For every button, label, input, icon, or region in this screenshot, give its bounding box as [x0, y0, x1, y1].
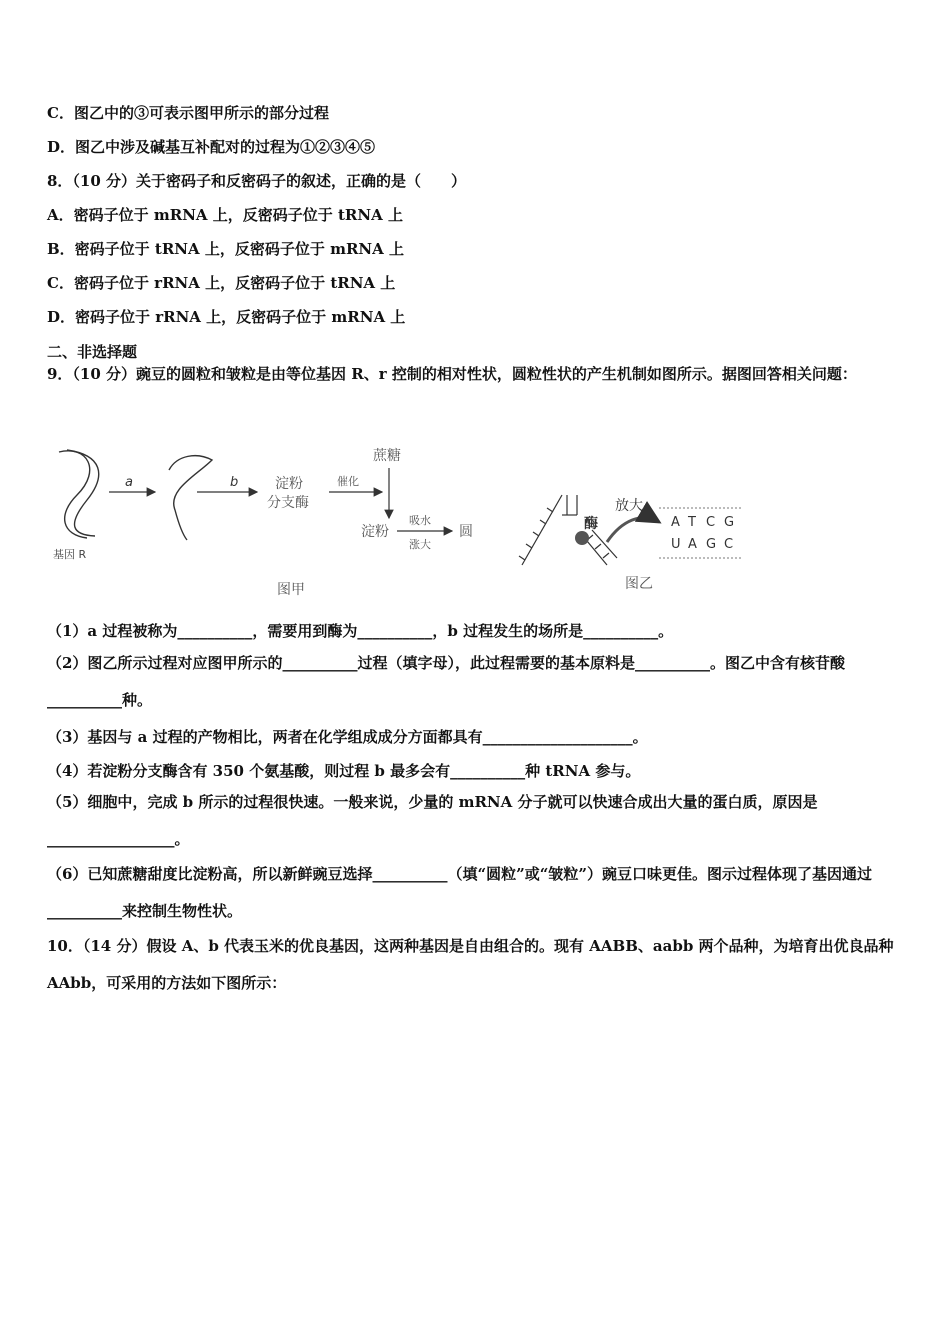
base-top-3: C — [706, 515, 716, 530]
question-8: 8．（10 分）关于密码子和反密码子的叙述，正确的是（ ） — [47, 172, 467, 190]
question-9: 9．（10 分）豌豆的圆粒和皱粒是由等位基因 R、r 控制的相对性状，圆粒性状的产生机制如图所示。据图回答相关问题： — [47, 365, 857, 383]
question-8-option-b: B．密码子位于 tRNA 上，反密码子位于 mRNA 上 — [47, 240, 404, 258]
base-top-4: G — [724, 515, 735, 530]
enzyme-blob — [575, 531, 589, 545]
base-bottom-1: U — [671, 537, 681, 552]
arrow-a-label: a — [125, 475, 133, 490]
base-pairs — [671, 515, 734, 552]
base-bottom-4: C — [724, 537, 734, 552]
sub-question-5: （5）细胞中，完成 b 所示的过程很快速。一般来说，少量的 mRNA 分子就可以快速合成出大量的蛋白质，原因是_________________。 — [47, 793, 818, 848]
swell-label: 涨大 — [409, 538, 431, 551]
option-c-prev: C．图乙中的③可表示图甲所示的部分过程 — [47, 104, 329, 122]
base-bottom-2: A — [688, 537, 697, 552]
question-8-option-a: A．密码子位于 mRNA 上，反密码子位于 tRNA 上 — [47, 206, 403, 224]
question-10: 10．（14 分）假设 A、b 代表玉米的优良基因，这两种基因是自由组合的。现有 AABB、aabb 两个品种，为培育出优良品种 AAbb，可采用的方法如下图所示： — [47, 937, 894, 992]
magnify-label: 放大 — [615, 498, 643, 514]
base-top-1: A — [671, 515, 680, 530]
sub-question-6: （6）已知蔗糖甜度比淀粉高，所以新鲜豌豆选择__________（填“圆粒”或“皱粒”）豌豆口味更佳。图示过程体现了基因通过__________来控制生物性状。 — [47, 865, 872, 920]
magnify-arrow-icon — [607, 518, 659, 542]
sub-question-4: （4）若淀粉分支酶含有 350 个氨基酸，则过程 b 最多会有__________种 tRNA 参与。 — [47, 762, 641, 780]
gene-r-dna-icon — [59, 450, 99, 538]
enzyme-label-1: 淀粉 — [275, 476, 303, 492]
starch-label: 淀粉 — [361, 524, 389, 540]
figure-jia-caption: 图甲 — [277, 582, 305, 598]
sucrose-label: 蔗糖 — [373, 448, 401, 464]
figure-yi-caption: 图乙 — [625, 576, 653, 592]
round-label: 圆 — [459, 524, 473, 540]
absorb-label: 吸水 — [409, 514, 431, 527]
base-top-2: T — [688, 515, 696, 530]
sub-question-3: （3）基因与 a 过程的产物相比，两者在化学组成成分方面都具有____________________。 — [47, 728, 648, 746]
mrna-icon — [169, 456, 212, 540]
base-bottom-3: G — [706, 537, 717, 552]
arrow-b-label: b — [230, 475, 239, 490]
transcription-icon — [519, 495, 617, 565]
gene-r-label: 基因 R — [53, 548, 87, 561]
question-9-figure — [47, 440, 767, 605]
enzyme-label-2: 分支酶 — [267, 495, 309, 511]
question-8-option-c: C．密码子位于 rRNA 上，反密码子位于 tRNA 上 — [47, 274, 396, 292]
enzyme-label: 酶 — [584, 516, 598, 532]
option-d-prev: D．图乙中涉及碱基互补配对的过程为①②③④⑤ — [47, 138, 376, 156]
question-8-option-d: D．密码子位于 rRNA 上，反密码子位于 mRNA 上 — [47, 308, 406, 326]
section-heading: 二、非选择题 — [47, 343, 138, 361]
catalyze-label: 催化 — [337, 475, 359, 488]
sub-question-2: （2）图乙所示过程对应图甲所示的__________过程（填字母），此过程需要的基本原料是__________。图乙中含有核苷酸__________种。 — [47, 654, 845, 709]
sub-question-1: （1）a 过程被称为__________，需要用到酶为__________，b 过程发生的场所是__________。 — [47, 622, 674, 640]
